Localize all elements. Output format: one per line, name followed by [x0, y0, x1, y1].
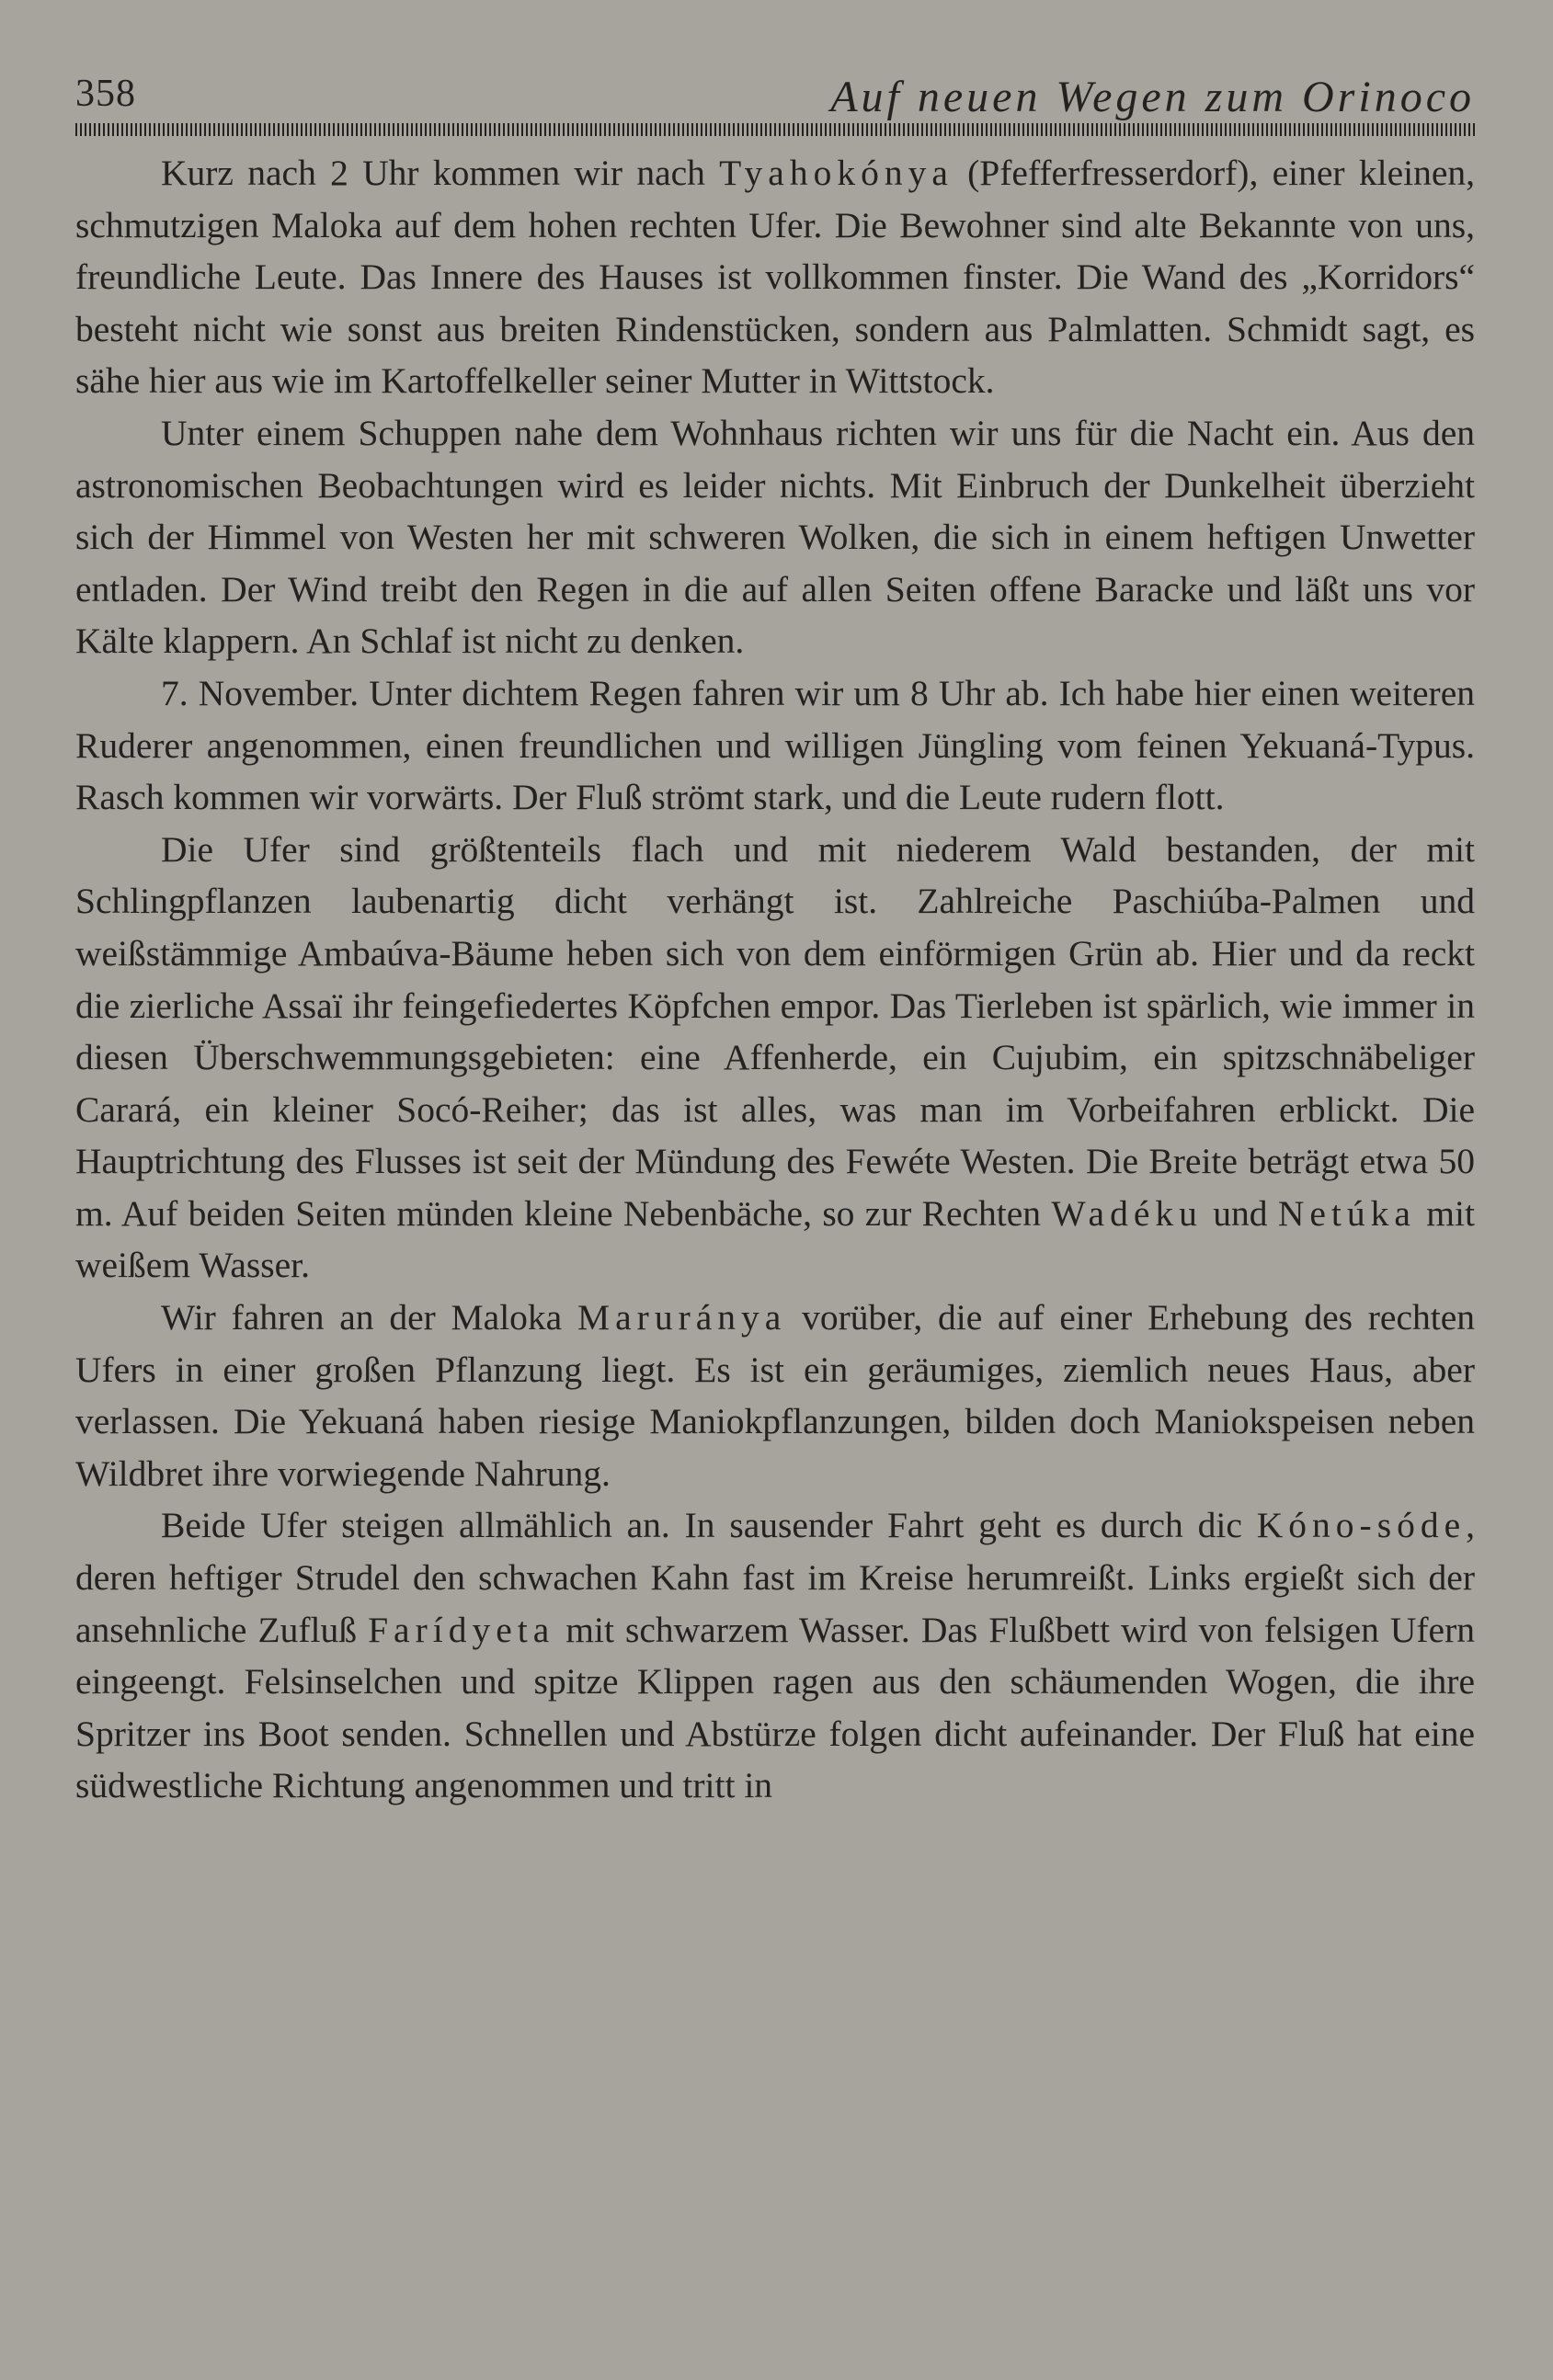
paragraph [75, 667, 1475, 824]
text-run: Beide Ufer steigen allmählich an. In sausender Fahrt geht es durch dic [161, 1505, 1257, 1546]
page-header [75, 72, 1475, 127]
text-run: Die Ufer sind größtenteils flach und mit niederem Wald bestanden, der mit Schlingpflanzen laubenartig dicht verhängt ist. Zahlreiche Paschiúba-Palmen und weißstämmige Ambaúva-Bäume heben sich von dem einförmigen Grün ab. Hier und da reckt die zierliche Assaï ihr feingefiedertes Köpfchen empor. Das Tierleben ist spärlich, wie immer in diesen Überschwemmungsgebieten: eine Affenherde, ein Cujubim, ein spitzschnäbeliger Carará, ein kleiner Socó-Reiher; das ist alles, was man im Vorbeifahren erblickt. Die Hauptrichtung des Flusses ist seit der Mündung des Fewéte Westen. Die Breite beträgt etwa 50 m. Auf beiden Seiten münden kleine Nebenbäche, so zur Rechten [75, 828, 1475, 1234]
paragraph [75, 147, 1475, 407]
spaced-name: Maruránya [577, 1297, 787, 1338]
page-number: 358 [75, 73, 136, 115]
text-run: Wir fahren an der Maloka [161, 1297, 578, 1338]
paragraph [75, 407, 1475, 667]
paragraph [75, 824, 1475, 1292]
text-run: vorüber, die auf einer Erhebung des rechten Ufers in einer großen Pflanzung liegt. Es ist ein geräumiges, ziemlich neues Haus, aber verlassen. Die Yekuaná haben riesige Maniokpflanzungen, bilden doch Maniokspeisen neben Wildbret ihre vorwiegende Nahrung. [75, 1297, 1476, 1494]
spaced-name: Tyahokónya [719, 153, 953, 193]
body-text [75, 147, 1475, 1812]
text-run: (Pfefferfresserdorf), einer kleinen, schmutzigen Maloka auf dem hohen rechten Ufer. Die Bewohner sind alte Bekannte von uns, freundliche Leute. Das Innere des Hauses ist vollkommen finster. Die Wand des „Korridors“ besteht nicht wie sonst aus breiten Rindenstücken, sondern aus Palmlatten. Schmidt sagt, es sähe hier aus wie im Kartoffelkeller seiner Mutter in Wittstock. [75, 153, 1475, 402]
text-run: mit schwarzem Wasser. Das Flußbett wird von felsigen Ufern eingeengt. Felsinselchen und spitze Klippen ragen aus den schäumenden Wogen, die ihre Spritzer ins Boot senden. Schnellen und Abstürze folgen dicht aufeinander. Der Fluß hat eine südwestliche Richtung angenommen und tritt in [75, 1609, 1475, 1806]
spaced-name: Kóno-sóde [1256, 1505, 1467, 1546]
header-rule [75, 123, 1475, 136]
text-run: mit weißem Wasser. [75, 1192, 1475, 1286]
text-run: Kurz nach 2 Uhr kommen wir nach [161, 153, 720, 193]
paragraph [75, 1499, 1475, 1812]
text-run: und [1202, 1192, 1278, 1234]
text-run: 7. November. Unter dichtem Regen fahren wir um 8 Uhr ab. Ich habe hier einen weiteren Ruderer angenommen, einen freundlichen und willigen Jüngling vom feinen Yekuaná-Typus. Rasch kommen wir vorwärts. Der Fluß strömt stark, und die Leute rudern flott. [75, 672, 1475, 818]
text-run: , deren heftiger Strudel den schwachen Kahn fast im Kreise herumreißt. Links ergießt sich der ansehnliche Zufluß [75, 1505, 1475, 1650]
spaced-name: Wadéku [1051, 1192, 1203, 1234]
text-run: Unter einem Schuppen nahe dem Wohnhaus richten wir uns für die Nacht ein. Aus den astronomischen Beobachtungen wird es leider nichts. Mit Einbruch der Dunkelheit überzieht sich der Himmel von Westen her mit schweren Wolken, die sich in einem heftigen Unwetter entladen. Der Wind treibt den Regen in die auf allen Seiten offene Baracke und läßt uns vor Kälte klappern. An Schlaf ist nicht zu denken. [75, 412, 1475, 662]
spaced-name: Farídyeta [368, 1609, 555, 1650]
spaced-name: Netúka [1277, 1192, 1416, 1234]
paragraph [75, 1292, 1475, 1499]
running-title: Auf neuen Wegen zum Orinoco [830, 73, 1475, 121]
